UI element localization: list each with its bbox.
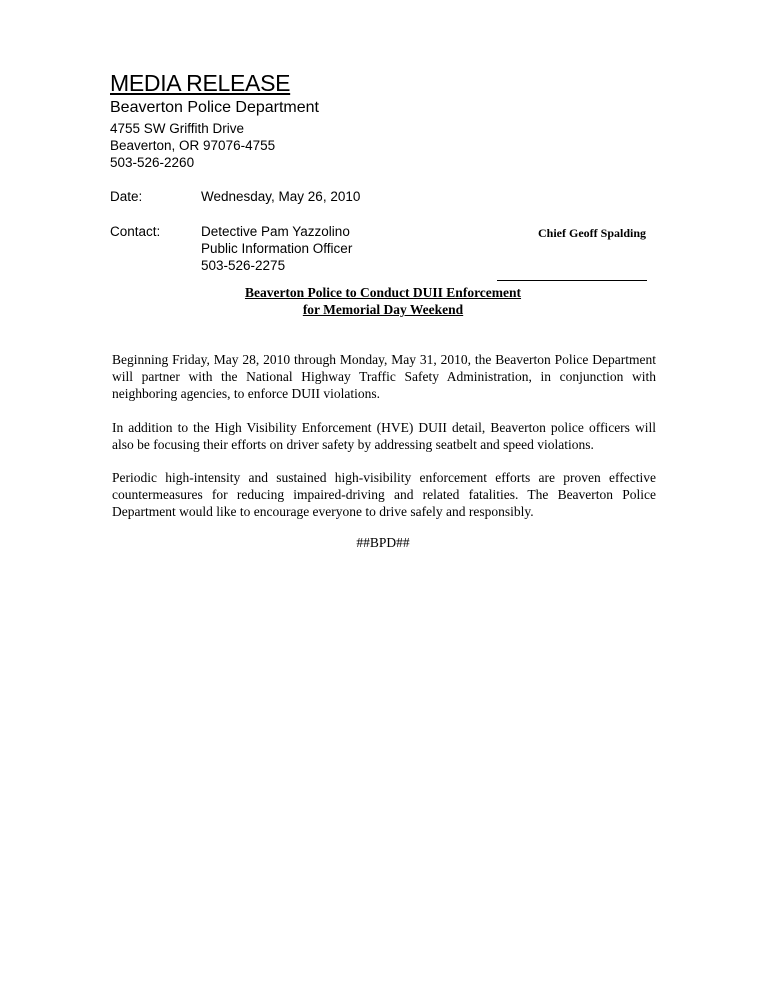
headline-line-1: Beaverton Police to Conduct DUII Enforcement	[244, 285, 522, 300]
contact-title: Public Information Officer	[201, 241, 353, 256]
chief-name: Chief Geoff Spalding	[538, 226, 647, 240]
address-city: Beaverton, OR 97076-4755	[110, 138, 276, 153]
closing-mark: ##BPD##	[356, 535, 410, 550]
contact-phone: 503-526-2275	[201, 258, 286, 273]
address-phone: 503-526-2260	[110, 155, 195, 170]
department-name: Beaverton Police Department	[110, 99, 319, 116]
body-paragraph-1: Beginning Friday, May 28, 2010 through Monday, May 31, 2010, the Beaverton Police Department will partner with the National Highway Traffic Safety Administration, in conjunction with neighboring agencies, to enforce DUII violations.	[112, 352, 656, 401]
page-title: MEDIA RELEASE	[110, 70, 291, 96]
contact-label: Contact:	[110, 224, 161, 239]
address-street: 4755 SW Griffith Drive	[110, 121, 245, 136]
body-paragraph-2: In addition to the High Visibility Enforcement (HVE) DUII detail, Beaverton police officers will also be focusing their efforts on driver safety by addressing seatbelt and speed violations.	[112, 420, 656, 452]
date-label: Date:	[110, 189, 143, 204]
date-value: Wednesday, May 26, 2010	[201, 189, 361, 204]
signature-line	[497, 280, 647, 281]
body-paragraph-3: Periodic high-intensity and sustained high-visibility enforcement efforts are proven effective countermeasures for reducing impaired-driving and related fatalities. The Beaverton Police Department would like to encourage everyone to drive safely and responsibly.	[112, 470, 656, 519]
contact-name: Detective Pam Yazzolino	[201, 224, 350, 239]
headline-line-2: for Memorial Day Weekend	[302, 302, 464, 317]
